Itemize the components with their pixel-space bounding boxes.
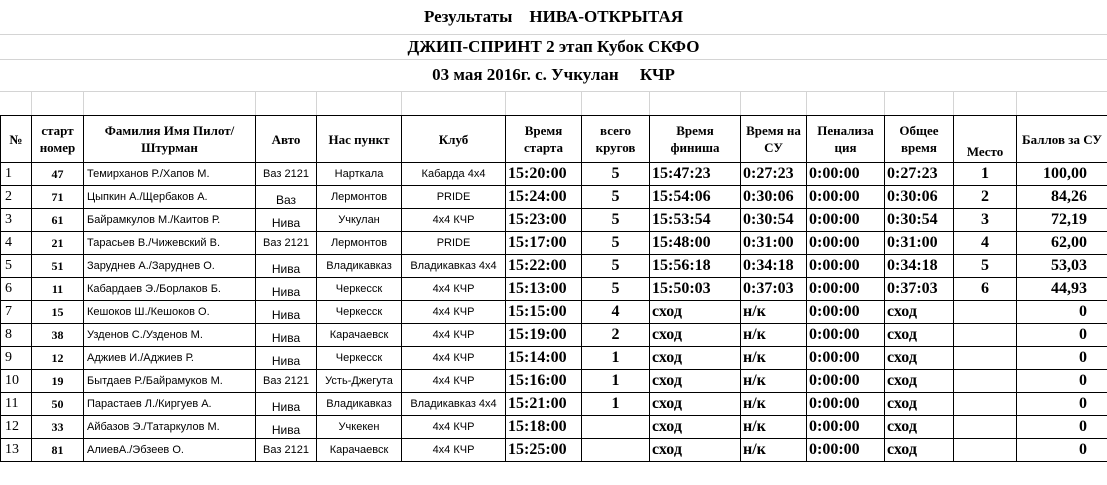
cell-start-number: 50 [32,393,84,416]
cell-name: Узденов С./Узденов М. [84,324,256,347]
header-auto: Авто [256,116,317,163]
cell-club: PRIDE [402,232,506,255]
cell-penalty: 0:00:00 [807,255,885,278]
cell-start-number: 71 [32,186,84,209]
cell-points: 0 [1017,324,1107,347]
cell-finish-time: 15:53:54 [650,209,741,232]
header-penalty: Пенализа ция [807,116,885,163]
cell-finish-time: 15:50:03 [650,278,741,301]
cell-penalty: 0:00:00 [807,232,885,255]
cell-points: 0 [1017,301,1107,324]
header-city: Нас пункт [317,116,402,163]
cell-place: 1 [954,163,1017,186]
table-row [1,439,1107,462]
cell-total-time: 0:37:03 [885,278,954,301]
cell-name: Байрамкулов М./Каитов Р. [84,209,256,232]
cell-points: 62,00 [1017,232,1107,255]
cell-city: Черкесск [317,301,402,324]
cell-penalty: 0:00:00 [807,324,885,347]
cell-penalty: 0:00:00 [807,209,885,232]
cell-penalty: 0:00:00 [807,439,885,462]
cell-no: 3 [1,209,32,232]
cell-start-number: 11 [32,278,84,301]
cell-start-time: 15:16:00 [506,370,582,393]
cell-name: Аджиев И./Аджиев Р. [84,347,256,370]
cell-place [954,393,1017,416]
cell-place: 6 [954,278,1017,301]
header-name: Фамилия Имя Пилот/Штурман [84,116,256,163]
cell-penalty: 0:00:00 [807,347,885,370]
cell-name: Кабардаев Э./Борлаков Б. [84,278,256,301]
title-line-1: Результаты НИВА-ОТКРЫТАЯ [0,0,1107,35]
header-total-time: Общее время [885,116,954,163]
cell-no: 13 [1,439,32,462]
header-su-time: Время на СУ [741,116,807,163]
cell-city: Черкесск [317,347,402,370]
cell-auto: Ваз 2121 [256,370,317,393]
cell-city: Нарткала [317,163,402,186]
cell-start-number: 15 [32,301,84,324]
cell-club: 4х4 КЧР [402,278,506,301]
cell-total-time: 0:30:06 [885,186,954,209]
cell-auto-text: Нива [271,400,301,414]
cell-city: Усть-Джегута [317,370,402,393]
cell-finish-time: сход [650,416,741,439]
cell-auto [256,301,317,324]
cell-finish-time: сход [650,370,741,393]
cell-auto-text: Нива [271,423,301,437]
cell-penalty: 0:00:00 [807,163,885,186]
cell-start-time: 15:24:00 [506,186,582,209]
cell-su-time: 0:27:23 [741,163,807,186]
cell-laps: 5 [582,186,650,209]
cell-name: Заруднев А./Заруднев О. [84,255,256,278]
cell-auto: Ваз 2121 [256,439,317,462]
cell-club: PRIDE [402,186,506,209]
cell-total-time: сход [885,393,954,416]
cell-laps: 1 [582,347,650,370]
cell-start-number: 81 [32,439,84,462]
cell-su-time: н/к [741,324,807,347]
cell-auto-text: Нива [271,331,301,345]
cell-start-time: 15:19:00 [506,324,582,347]
table-row [1,278,1107,301]
cell-points: 100,00 [1017,163,1107,186]
cell-start-number: 38 [32,324,84,347]
cell-finish-time: сход [650,324,741,347]
header-finish-time: Время финиша [650,116,741,163]
cell-city: Карачаевск [317,439,402,462]
table-row [1,347,1107,370]
cell-name: Айбазов Э./Татаркулов М. [84,416,256,439]
cell-city: Лермонтов [317,186,402,209]
cell-no: 7 [1,301,32,324]
cell-penalty: 0:00:00 [807,370,885,393]
cell-su-time: н/к [741,370,807,393]
cell-city: Учкекен [317,416,402,439]
cell-auto-text: Ваз [275,193,297,207]
cell-su-time: н/к [741,301,807,324]
cell-points: 0 [1017,370,1107,393]
cell-club: Владикавказ 4х4 [402,393,506,416]
cell-no: 4 [1,232,32,255]
cell-no: 12 [1,416,32,439]
cell-total-time: 0:34:18 [885,255,954,278]
cell-laps: 5 [582,163,650,186]
cell-place [954,301,1017,324]
cell-city: Владикавказ [317,393,402,416]
cell-auto [256,324,317,347]
cell-points: 0 [1017,416,1107,439]
cell-start-time: 15:13:00 [506,278,582,301]
cell-name: Темирханов Р./Хапов М. [84,163,256,186]
cell-total-time: 0:30:54 [885,209,954,232]
cell-place [954,370,1017,393]
cell-start-time: 15:14:00 [506,347,582,370]
cell-name: Бытдаев Р./Байрамуков М. [84,370,256,393]
cell-place: 2 [954,186,1017,209]
cell-penalty: 0:00:00 [807,301,885,324]
header-start-time: Время старта [506,116,582,163]
cell-auto-text: Нива [271,216,301,230]
cell-start-time: 15:18:00 [506,416,582,439]
table-row [1,301,1107,324]
cell-su-time: 0:37:03 [741,278,807,301]
header-club: Клуб [402,116,506,163]
results-table [0,115,1107,462]
cell-total-time: сход [885,301,954,324]
cell-points: 84,26 [1017,186,1107,209]
cell-place [954,439,1017,462]
cell-start-time: 15:23:00 [506,209,582,232]
title-line-3: 03 мая 2016г. с. Учкулан КЧР [0,59,1107,92]
cell-laps [582,416,650,439]
cell-laps: 5 [582,278,650,301]
cell-total-time: сход [885,416,954,439]
cell-laps: 4 [582,301,650,324]
header-no: № [1,116,32,163]
cell-laps: 5 [582,209,650,232]
cell-laps: 2 [582,324,650,347]
cell-auto [256,278,317,301]
cell-su-time: н/к [741,439,807,462]
cell-points: 53,03 [1017,255,1107,278]
cell-su-time: н/к [741,416,807,439]
cell-start-time: 15:17:00 [506,232,582,255]
cell-total-time: 0:31:00 [885,232,954,255]
cell-penalty: 0:00:00 [807,278,885,301]
cell-club: 4х4 КЧР [402,209,506,232]
cell-laps: 1 [582,393,650,416]
cell-club: 4х4 КЧР [402,370,506,393]
cell-place: 3 [954,209,1017,232]
cell-su-time: 0:31:00 [741,232,807,255]
cell-auto [256,186,317,209]
cell-city: Черкесск [317,278,402,301]
cell-penalty: 0:00:00 [807,393,885,416]
cell-club: Владикавказ 4х4 [402,255,506,278]
cell-name: Кешоков Ш./Кешоков О. [84,301,256,324]
cell-no: 5 [1,255,32,278]
cell-finish-time: сход [650,393,741,416]
cell-start-time: 15:21:00 [506,393,582,416]
cell-start-number: 47 [32,163,84,186]
cell-start-time: 15:25:00 [506,439,582,462]
cell-total-time: сход [885,370,954,393]
cell-finish-time: 15:47:23 [650,163,741,186]
cell-points: 0 [1017,347,1107,370]
cell-auto: Ваз 2121 [256,232,317,255]
header-points: Баллов за СУ [1017,116,1107,163]
header-place: Место [954,116,1017,163]
table-row [1,163,1107,186]
table-row [1,370,1107,393]
cell-start-number: 61 [32,209,84,232]
cell-city: Учкулан [317,209,402,232]
cell-auto [256,416,317,439]
cell-name: АлиевА./Эбзеев О. [84,439,256,462]
table-row [1,186,1107,209]
cell-points: 0 [1017,393,1107,416]
table-row [1,416,1107,439]
cell-place [954,324,1017,347]
cell-no: 2 [1,186,32,209]
table-row [1,393,1107,416]
table-row [1,209,1107,232]
cell-su-time: 0:30:06 [741,186,807,209]
cell-laps: 5 [582,255,650,278]
cell-club: 4х4 КЧР [402,301,506,324]
cell-no: 11 [1,393,32,416]
cell-laps: 1 [582,370,650,393]
header-row [1,116,1107,163]
cell-penalty: 0:00:00 [807,186,885,209]
cell-no: 6 [1,278,32,301]
cell-place: 4 [954,232,1017,255]
cell-auto [256,209,317,232]
cell-start-number: 21 [32,232,84,255]
cell-start-number: 51 [32,255,84,278]
cell-no: 9 [1,347,32,370]
cell-auto-text: Нива [271,354,301,368]
cell-total-time: сход [885,347,954,370]
header-start-number: старт номер [32,116,84,163]
cell-no: 1 [1,163,32,186]
cell-start-time: 15:15:00 [506,301,582,324]
cell-points: 0 [1017,439,1107,462]
cell-auto-text: Нива [271,262,301,276]
cell-start-time: 15:20:00 [506,163,582,186]
cell-club: 4х4 КЧР [402,324,506,347]
cell-su-time: н/к [741,393,807,416]
cell-no: 10 [1,370,32,393]
cell-total-time: 0:27:23 [885,163,954,186]
cell-su-time: н/к [741,347,807,370]
cell-place [954,347,1017,370]
cell-points: 72,19 [1017,209,1107,232]
cell-no: 8 [1,324,32,347]
cell-city: Карачаевск [317,324,402,347]
table-row [1,255,1107,278]
cell-auto [256,347,317,370]
cell-name: Цыпкин А./Щербаков А. [84,186,256,209]
cell-place: 5 [954,255,1017,278]
cell-finish-time: сход [650,439,741,462]
cell-su-time: 0:34:18 [741,255,807,278]
cell-finish-time: 15:56:18 [650,255,741,278]
cell-name: Тарасьев В./Чижевский В. [84,232,256,255]
cell-auto [256,393,317,416]
cell-finish-time: 15:48:00 [650,232,741,255]
cell-total-time: сход [885,439,954,462]
header-laps: всего кругов [582,116,650,163]
cell-auto-text: Нива [271,308,301,322]
cell-finish-time: сход [650,301,741,324]
cell-club: 4х4 КЧР [402,439,506,462]
cell-start-number: 19 [32,370,84,393]
cell-club: 4х4 КЧР [402,347,506,370]
cell-auto [256,255,317,278]
cell-place [954,416,1017,439]
cell-name: Парастаев Л./Киргуев А. [84,393,256,416]
cell-club: 4х4 КЧР [402,416,506,439]
spacer-row [0,91,1107,115]
cell-start-time: 15:22:00 [506,255,582,278]
cell-su-time: 0:30:54 [741,209,807,232]
cell-laps: 5 [582,232,650,255]
cell-city: Владикавказ [317,255,402,278]
cell-finish-time: 15:54:06 [650,186,741,209]
cell-points: 44,93 [1017,278,1107,301]
cell-laps [582,439,650,462]
table-row [1,232,1107,255]
cell-penalty: 0:00:00 [807,416,885,439]
cell-club: Кабарда 4х4 [402,163,506,186]
cell-start-number: 33 [32,416,84,439]
cell-finish-time: сход [650,347,741,370]
cell-total-time: сход [885,324,954,347]
cell-city: Лермонтов [317,232,402,255]
title-line-2: ДЖИП-СПРИНТ 2 этап Кубок СКФО [0,34,1107,60]
cell-start-number: 12 [32,347,84,370]
table-row [1,324,1107,347]
cell-auto: Ваз 2121 [256,163,317,186]
results-body [1,163,1107,462]
cell-auto-text: Нива [271,285,301,299]
